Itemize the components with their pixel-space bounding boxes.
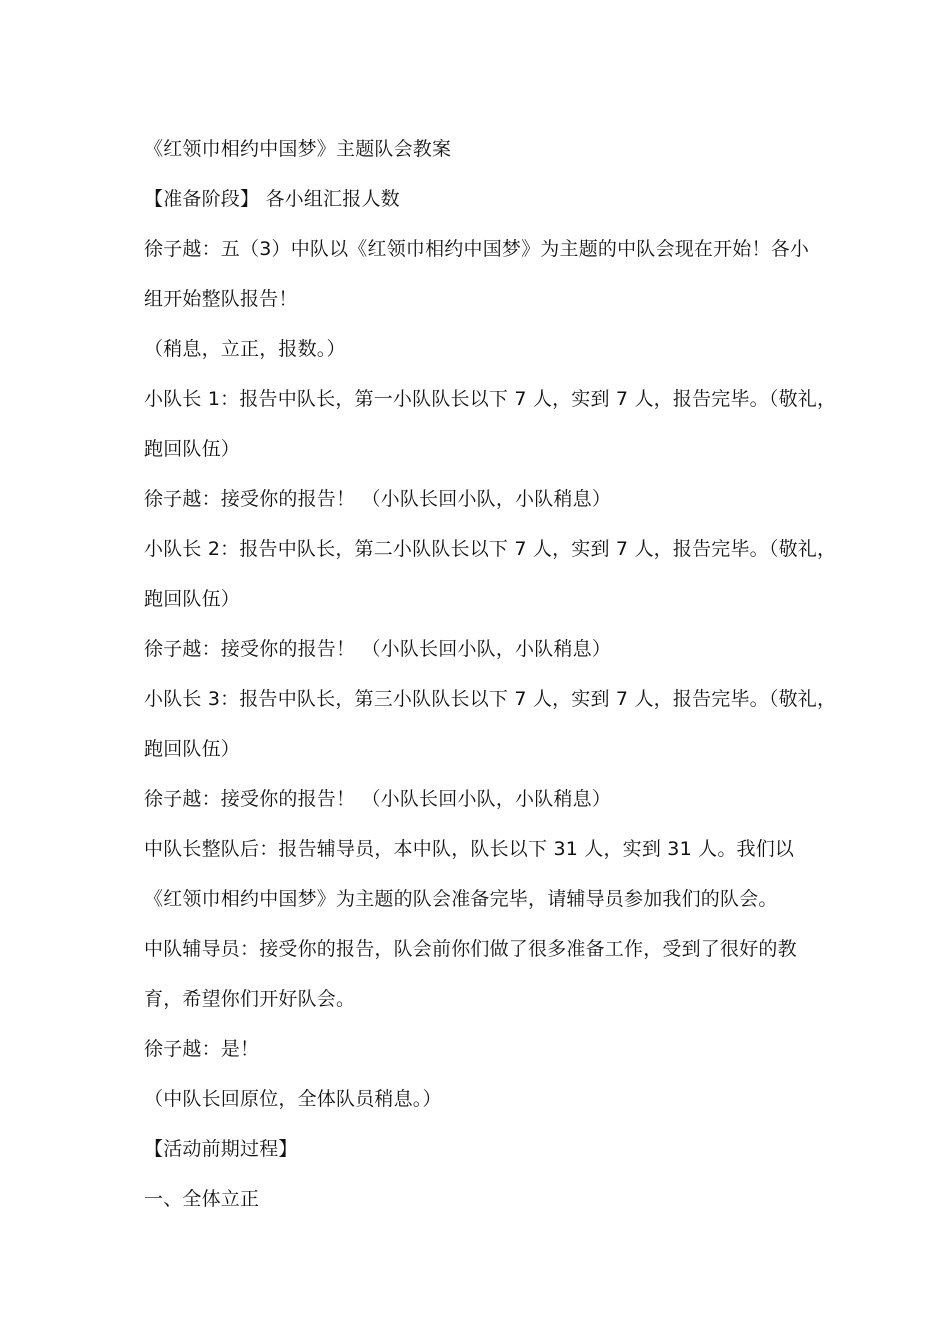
paragraph-line: 徐子越：接受你的报告！ （小队长回小队，小队稍息）: [144, 788, 612, 810]
paragraph-line: 组开始整队报告！: [144, 288, 298, 310]
paragraph-line: 跑回队伍）: [144, 738, 241, 760]
paragraph-line: 跑回队伍）: [144, 438, 241, 460]
paragraph-line: 小队长 3：报告中队长，第三小队队长以下 7 人，实到 7 人，报告完毕。（敬礼，: [144, 688, 837, 710]
paragraph-line: 跑回队伍）: [144, 588, 241, 610]
paragraph-line: 徐子越：接受你的报告！ （小队长回小队，小队稍息）: [144, 638, 612, 660]
paragraph-line: 徐子越：五（3）中队以《红领巾相约中国梦》为主题的中队会现在开始！各小: [144, 238, 810, 260]
section-heading-preparation: 【准备阶段】 各小组汇报人数: [144, 188, 400, 210]
paragraph-line: 一、全体立正: [144, 1188, 260, 1210]
paragraph-line: 徐子越：接受你的报告！ （小队长回小队，小队稍息）: [144, 488, 612, 510]
section-heading-activity: 【活动前期过程】: [144, 1138, 298, 1160]
document-title: 《红领巾相约中国梦》主题队会教案: [144, 138, 452, 160]
paragraph-line: 中队长整队后：报告辅导员，本中队，队长以下 31 人，实到 31 人。我们以: [144, 838, 795, 860]
paragraph-line: 小队长 1：报告中队长，第一小队队长以下 7 人，实到 7 人，报告完毕。（敬礼，: [144, 388, 837, 410]
document-body: [144, 124, 837, 1224]
paragraph-line: 育，希望你们开好队会。: [144, 988, 356, 1010]
paragraph-line: 《红领巾相约中国梦》为主题的队会准备完毕，请辅导员参加我们的队会。: [144, 888, 778, 910]
paragraph-line: 徐子越：是！: [144, 1038, 260, 1060]
paragraph-line: 小队长 2：报告中队长，第二小队队长以下 7 人，实到 7 人，报告完毕。（敬礼，: [144, 538, 837, 560]
paragraph-line: （中队长回原位，全体队员稍息。）: [144, 1088, 442, 1110]
paragraph-line: （稍息，立正，报数。）: [144, 338, 346, 360]
paragraph-line: 中队辅导员：接受你的报告，队会前你们做了很多准备工作，受到了很好的教: [144, 938, 797, 960]
